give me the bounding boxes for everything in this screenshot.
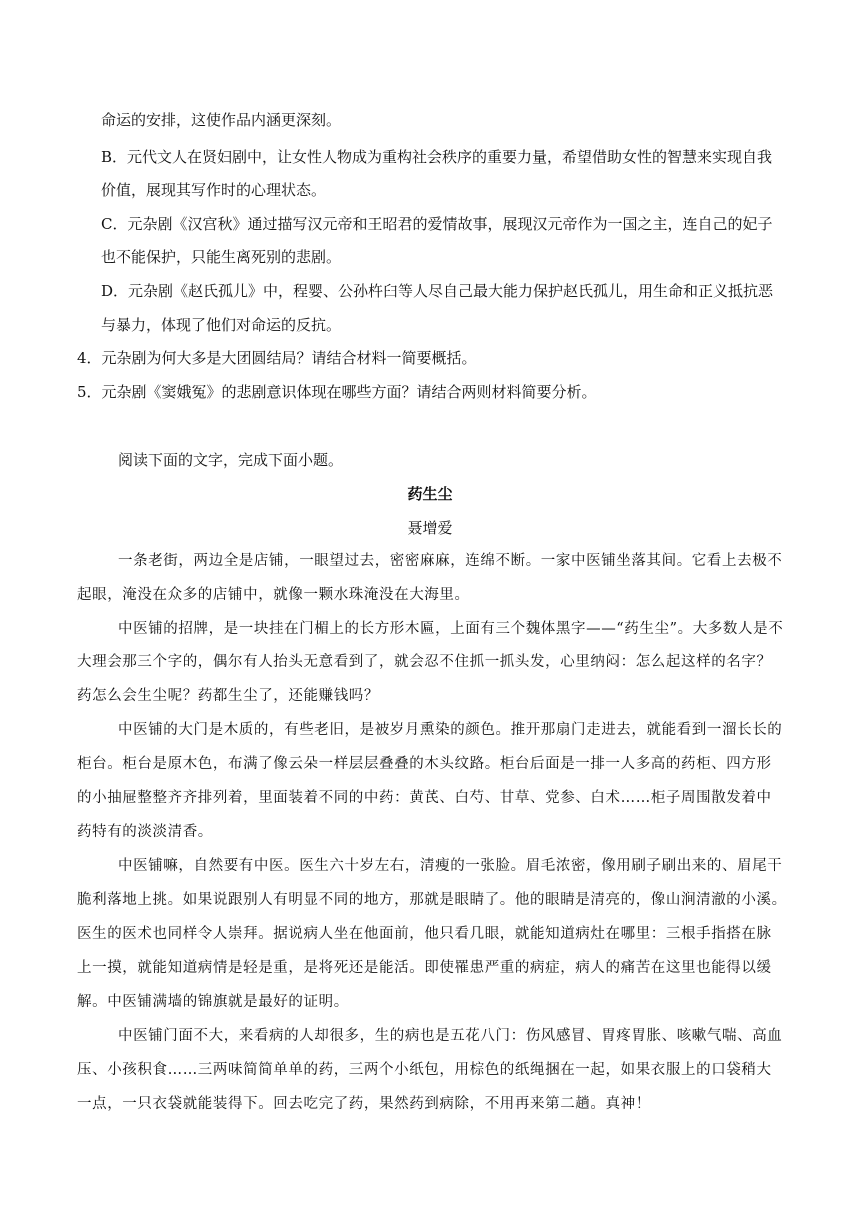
paragraph-4-line-1: 中医铺嘛，自然要有中医。医生六十岁左右，清瘦的一张脸。眉毛浓密，像用刷子刷出来的、眉尾干 xyxy=(118,858,783,874)
question-5: 5．元杂剧《窦娥冤》的悲剧意识体现在哪些方面？请结合两则材料简要分析。 xyxy=(77,383,597,401)
paragraph-2-line-2: 大理会那三个字的，偶尔有人抬头无意看到了，就会忍不住抓一抓头发，心里纳闷：怎么起这样的名字？ xyxy=(77,654,772,670)
paragraph-3-line-4: 药特有的淡淡清香。 xyxy=(77,824,213,840)
paragraph-1-line-2: 起眼，淹没在众多的店铺中，就像一颗水珠淹没在大海里。 xyxy=(77,587,470,603)
option-d-line-2: 与暴力，体现了他们对命运的反抗。 xyxy=(101,316,342,334)
paragraph-3-line-3: 的小抽屉整整齐齐排列着，里面装着不同的中药：黄芪、白芍、甘草、党参、白术……柜子周围散发着中 xyxy=(77,790,772,806)
paragraph-4-line-3: 医生的医术也同样令人崇拜。据说病人坐在他面前，他只看几眼，就能知道病灶在哪里：三根手指搭在脉 xyxy=(77,926,772,942)
paragraph-2-line-3: 药怎么会生尘呢？药都生尘了，还能赚钱吗？ xyxy=(77,688,379,704)
question-4: 4．元杂剧为何大多是大团圆结局？请结合材料一简要概括。 xyxy=(77,349,477,367)
paragraph-4-line-4: 上一摸，就能知道病情是轻是重，是将死还是能活。即使罹患严重的病症，病人的痛苦在这里也能得以缓 xyxy=(77,960,772,976)
reading-instruction: 阅读下面的文字，完成下面小题。 xyxy=(118,451,344,469)
paragraph-4-line-2: 脆利落地上挑。如果说跟别人有明显不同的地方，那就是眼睛了。他的眼睛是清亮的，像山涧清澈的小溪。 xyxy=(77,892,787,908)
paragraph-4-line-5: 解。中医铺满墙的锦旗就是最好的证明。 xyxy=(77,994,349,1010)
paragraph-3-line-1: 中医铺的大门是木质的，有些老旧，是被岁月熏染的颜色。推开那扇门走进去，就能看到一溜长长的 xyxy=(118,722,783,738)
paragraph-5-line-3: 一点，一只衣袋就能装得下。回去吃完了药，果然药到病除，不用再来第二趟。真神！ xyxy=(77,1096,651,1112)
option-b-line-1: B．元代文人在贤妇剧中，让女性人物成为重构社会秩序的重要力量，希望借助女性的智慧来实现自我 xyxy=(101,148,773,166)
option-c-line-1: C．元杂剧《汉宫秋》通过描写汉元帝和王昭君的爱情故事，展现汉元帝作为一国之主，连自己的妃子 xyxy=(101,215,773,233)
option-d-line-1: D．元杂剧《赵氏孤儿》中，程婴、公孙杵臼等人尽自己最大能力保护赵氏孤儿，用生命和正义抵抗恶 xyxy=(101,282,774,300)
paragraph-1-line-1: 一条老街，两边全是店铺，一眼望过去，密密麻麻，连绵不断。一家中医铺坐落其间。它看上去极不 xyxy=(118,553,783,569)
paragraph-5-line-2: 压、小孩积食……三两味简简单单的药，三两个小纸包，用棕色的纸绳捆在一起，如果衣服上的口袋稍大 xyxy=(77,1062,772,1078)
paragraph-5-line-1: 中医铺门面不大，来看病的人却很多，生的病也是五花八门：伤风感冒、胃疼胃胀、咳嗽气喘、高血 xyxy=(118,1028,783,1044)
paragraph-2-line-1: 中医铺的招牌，是一块挂在门楣上的长方形木匾，上面有三个魏体黑字——“药生尘”。大多数人是不 xyxy=(118,621,784,637)
article-title: 药生尘 xyxy=(407,485,453,503)
option-b-line-2: 价值，展现其写作时的心理状态。 xyxy=(101,181,327,199)
article-author: 聂增爱 xyxy=(407,519,453,537)
paragraph-3-line-2: 柜台。柜台是原木色，布满了像云朵一样层层叠叠的木头纹路。柜台后面是一排一人多高的药柜、四方形 xyxy=(77,756,772,772)
option-a-tail: 命运的安排，这使作品内涵更深刻。 xyxy=(101,111,342,129)
option-c-line-2: 也不能保护，只能生离死别的悲剧。 xyxy=(101,248,342,266)
